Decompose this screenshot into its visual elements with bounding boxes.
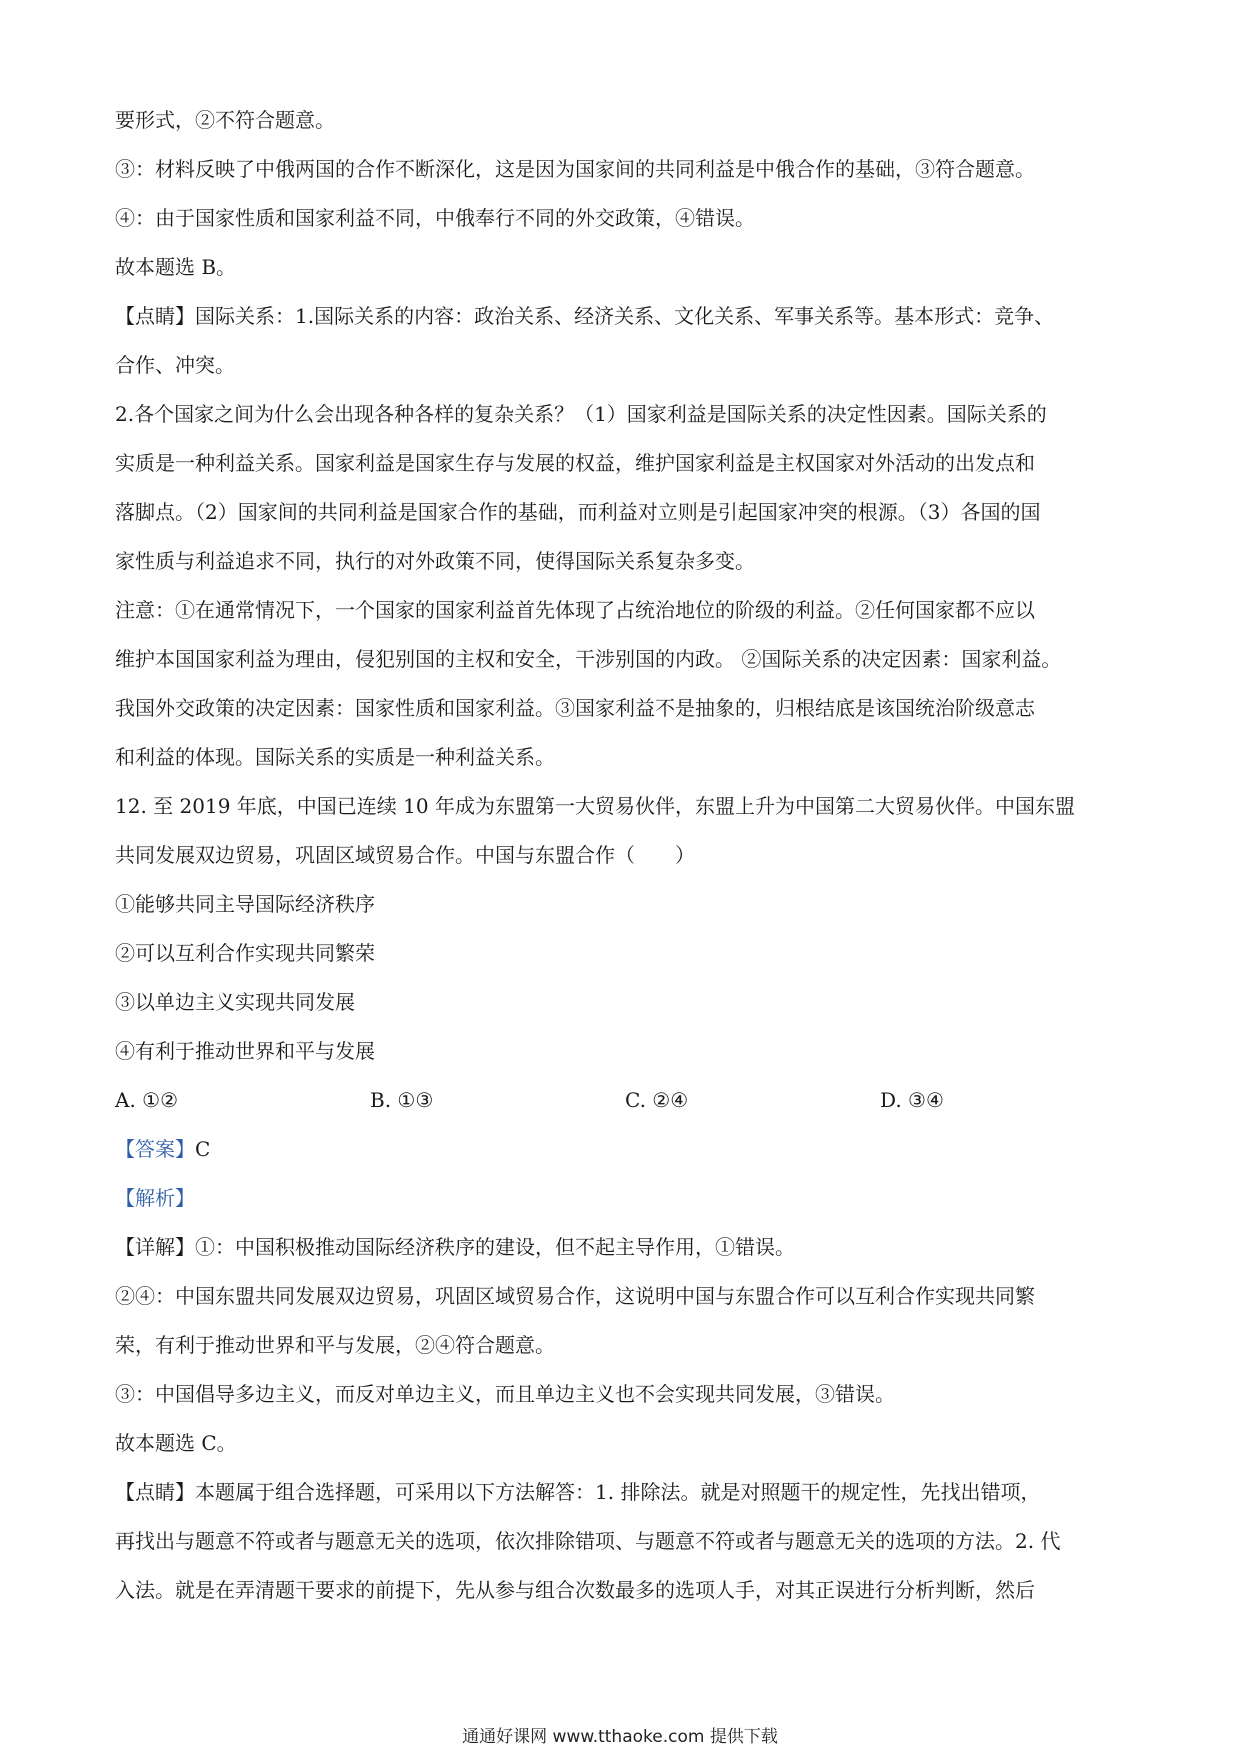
text-line: ③：中国倡导多边主义，而反对单边主义，而且单边主义也不会实现共同发展，③错误。 [115, 1382, 895, 1406]
answer-line [115, 1125, 1135, 1174]
text-line: 注意：①在通常情况下，一个国家的国家利益首先体现了占统治地位的阶级的利益。②任何国家都不应以 [115, 598, 1035, 622]
question-stem: 共同发展双边贸易，巩固区域贸易合作。中国与东盟合作（ ） [115, 843, 695, 867]
dianjing-line [115, 1468, 1135, 1517]
text-line: 再找出与题意不符或者与题意无关的选项，依次排除错项、与题意不符或者与题意无关的选项的方法。2. 代 [115, 1529, 1061, 1553]
dianjing-tag: 【点睛】 [115, 1480, 195, 1504]
option-b: B. ①③ [370, 1088, 434, 1112]
answer-value: C [195, 1137, 211, 1161]
text-line: 实质是一种利益关系。国家利益是国家生存与发展的权益，维护国家利益是主权国家对外活动的出发点和 [115, 451, 1035, 475]
text-line: 家性质与利益追求不同，执行的对外政策不同，使得国际关系复杂多变。 [115, 549, 755, 573]
statement-3: ③以单边主义实现共同发展 [115, 990, 355, 1014]
statement-4: ④有利于推动世界和平与发展 [115, 1039, 375, 1063]
dianjing-text: 国际关系：1.国际关系的内容：政治关系、经济关系、文化关系、军事关系等。基本形式：竞争、 [195, 304, 1055, 328]
document-page [115, 96, 1135, 1615]
text-line: ③：材料反映了中俄两国的合作不断深化，这是因为国家间的共同利益是中俄合作的基础，③符合题意。 [115, 157, 1035, 181]
answer-tag: 【答案】 [115, 1137, 195, 1161]
statement-1: ①能够共同主导国际经济秩序 [115, 892, 375, 916]
page-footer: 通通好课网 www.tthaoke.com 提供下载 [462, 1727, 778, 1747]
text-line: 我国外交政策的决定因素：国家性质和国家利益。③国家利益不是抽象的，归根结底是该国统治阶级意志 [115, 696, 1035, 720]
answer-options [115, 1076, 1135, 1125]
dianjing-line [115, 292, 1135, 341]
text-line: 落脚点。（2）国家间的共同利益是国家合作的基础，而利益对立则是引起国家冲突的根源。（3）各国的国 [115, 500, 1041, 524]
text-line: 维护本国国家利益为理由，侵犯别国的主权和安全，干涉别国的内政。 ②国际关系的决定因素：国家利益。 [115, 647, 1062, 671]
text-line: 入法。就是在弄清题干要求的前提下，先从参与组合次数最多的选项人手，对其正误进行分析判断，然后 [115, 1578, 1035, 1602]
text-line: 合作、冲突。 [115, 353, 235, 377]
detail-text: ①：中国积极推动国际经济秩序的建设，但不起主导作用，①错误。 [195, 1235, 795, 1259]
statement-2: ②可以互利合作实现共同繁荣 [115, 941, 375, 965]
option-c: C. ②④ [625, 1088, 689, 1112]
text-line: ④：由于国家性质和国家利益不同，中俄奉行不同的外交政策，④错误。 [115, 206, 755, 230]
detail-tag: 【详解】 [115, 1235, 195, 1259]
text-line: 故本题选 C。 [115, 1431, 237, 1455]
dianjing-tag: 【点睛】 [115, 304, 195, 328]
option-a: A. ①② [115, 1088, 179, 1112]
text-line: 荣，有利于推动世界和平与发展，②④符合题意。 [115, 1333, 555, 1357]
text-line: 故本题选 B。 [115, 255, 237, 279]
text-line: 和利益的体现。国际关系的实质是一种利益关系。 [115, 745, 555, 769]
dianjing-text: 本题属于组合选择题，可采用以下方法解答：1. 排除法。就是对照题干的规定性，先找出错项， [195, 1480, 1041, 1504]
text-line: 2.各个国家之间为什么会出现各种各样的复杂关系？（1）国家利益是国际关系的决定性因素。国际关系的 [115, 402, 1047, 426]
text-line: ②④：中国东盟共同发展双边贸易，巩固区域贸易合作，这说明中国与东盟合作可以互利合作实现共同繁 [115, 1284, 1035, 1308]
analysis-tag: 【解析】 [115, 1186, 195, 1210]
question-stem: 12. 至 2019 年底，中国已连续 10 年成为东盟第一大贸易伙伴，东盟上升为中国第二大贸易伙伴。中国东盟 [115, 794, 1075, 818]
detail-line [115, 1223, 1135, 1272]
option-d: D. ③④ [880, 1088, 944, 1112]
text-line: 要形式，②不符合题意。 [115, 108, 335, 132]
